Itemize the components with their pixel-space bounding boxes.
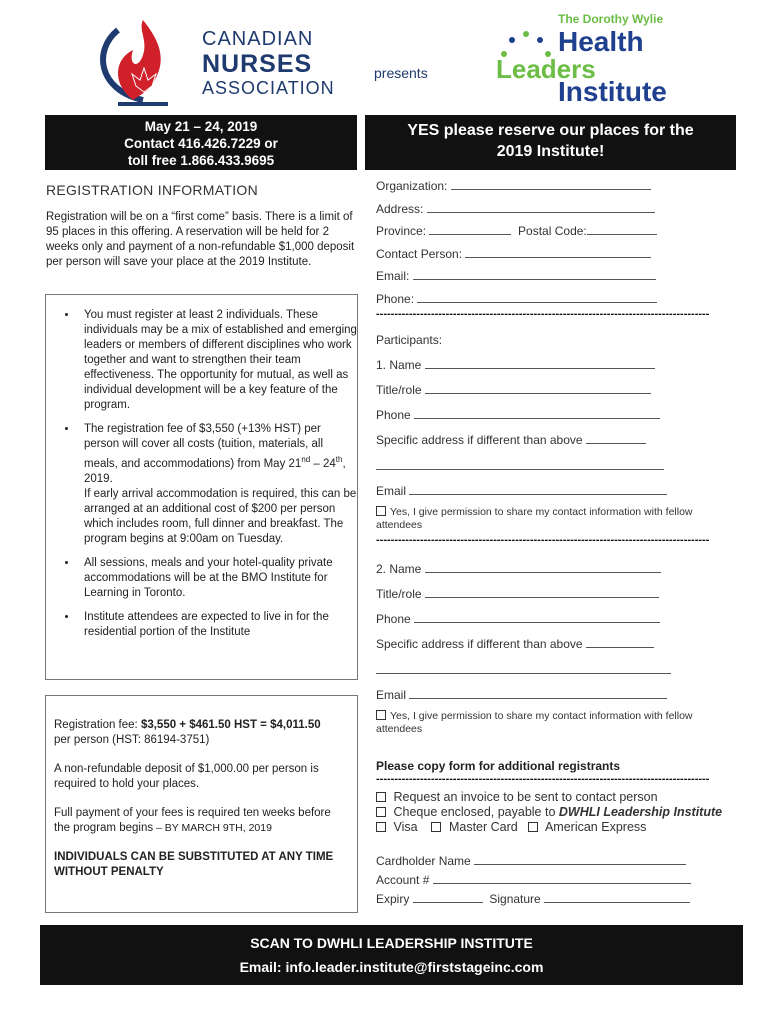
date-line: May 21 – 24, 2019 (144, 119, 258, 134)
reserve-line1: YES please reserve our places for the (407, 122, 694, 139)
fee-suffix: per person (HST: 86194-3751) (54, 734, 210, 746)
dwhli-top: The Dorothy Wylie (558, 12, 664, 26)
fee-amount: $3,550 + $461.50 HST = $4,011.50 (140, 719, 321, 731)
full-payment: Full payment of your fees is required ten weeks before the program begins (54, 807, 331, 834)
p1-title-field[interactable] (376, 383, 651, 397)
sup-nd: nd (301, 455, 311, 464)
phone-field[interactable] (376, 292, 657, 306)
dwhli-institute: Institute (558, 76, 667, 107)
footer-scan-text: SCAN TO DWHLI LEADERSHIP INSTITUTE (250, 935, 533, 951)
province-field[interactable] (376, 224, 657, 238)
dwhli-health: Health (558, 26, 644, 57)
p2-name-label: 2. Name (376, 562, 422, 576)
invoice-checkbox[interactable] (376, 792, 386, 802)
cna-line2: NURSES (202, 50, 313, 78)
cna-flame-icon (88, 10, 188, 110)
contact-phone-line: Contact 416.426.7229 or (124, 136, 278, 151)
divider: ------------------------------------------------------------------------------------------- (376, 308, 710, 320)
address-label: Address: (376, 202, 424, 216)
reserve-line2: 2019 Institute! (496, 143, 605, 160)
card-options (376, 820, 646, 834)
list-item: • Institute attendees are expected to live in for the residential portion of the Institute (78, 610, 357, 640)
cheque-label: Cheque enclosed, payable to (393, 805, 559, 819)
p1-permission-label: Yes, I give permission to share my contact information with fellow attendees (376, 506, 693, 531)
copy-form-note: Please copy form for additional registrants (376, 759, 621, 773)
participants-label: Participants: (376, 333, 443, 347)
deadline: – BY MARCH 9TH, 2019 (153, 822, 272, 834)
cna-logo (88, 10, 338, 110)
cardholder-field[interactable] (376, 854, 686, 868)
dwhli-logo (492, 10, 692, 110)
p2-title-label: Title/role (376, 587, 422, 601)
reserve-box (365, 115, 736, 170)
p2-phone-label: Phone (376, 612, 411, 626)
p2-permission[interactable] (376, 710, 731, 736)
p1-name-label: 1. Name (376, 358, 422, 372)
phone-label: Phone: (376, 292, 415, 306)
p1-phone-label: Phone (376, 408, 411, 422)
province-label: Province: (376, 224, 427, 238)
fee-text-b: – 24 (310, 457, 336, 470)
expiry-field[interactable] (376, 892, 690, 906)
date-box (45, 115, 357, 170)
p2-email-label: Email (376, 688, 407, 702)
p2-permission-label: Yes, I give permission to share my contact information with fellow attendees (376, 710, 693, 735)
visa-label: Visa (393, 820, 418, 834)
email-field[interactable] (376, 269, 656, 283)
address-field[interactable] (376, 202, 655, 216)
amex-checkbox[interactable] (528, 822, 538, 832)
fee-line (54, 718, 349, 748)
cheque-option[interactable] (376, 805, 722, 819)
amex-label: American Express (544, 820, 647, 834)
fee-box (45, 695, 358, 913)
list-item: • All sessions, meals and your hotel-quality private accommodations will be at the BMO Institute for Learning in Toronto. (78, 556, 357, 601)
cardholder-label: Cardholder Name (376, 854, 471, 868)
footer-email[interactable]: Email: info.leader.institute@firststageinc.com (239, 959, 544, 975)
fee-prefix: Registration fee: (54, 719, 141, 731)
presents-label: presents (374, 65, 428, 81)
signature-label: Signature (489, 892, 541, 906)
p2-address-line[interactable] (376, 663, 671, 677)
divider: ------------------------------------------------------------------------------------------- (376, 534, 710, 546)
p1-permission-checkbox[interactable] (376, 506, 386, 516)
visa-checkbox[interactable] (376, 822, 386, 832)
invoice-label: Request an invoice to be sent to contact person (393, 790, 658, 804)
p1-name-field[interactable] (376, 358, 655, 372)
fee-text: The registration fee of $3,550 (+13% HST) per person will cover all costs (tuition, materials, all meals, and accommodations) from May 21 (84, 423, 324, 470)
p2-permission-checkbox[interactable] (376, 710, 386, 720)
registration-intro: Registration will be on a “first come” basis. There is a limit of 95 places in this offering. A reservation will be held for 2 weeks only and payment of a non-refundable $1,000 deposit per person will save your place at the 2019 Institute. (46, 211, 355, 268)
list-item (78, 422, 357, 547)
bullet-list (46, 308, 357, 640)
sup-th: th (335, 455, 343, 464)
p1-phone-field[interactable] (376, 408, 660, 422)
registration-heading: REGISTRATION INFORMATION (46, 182, 259, 198)
p2-specific-label: Specific address if different than above (376, 637, 583, 651)
organization-field[interactable] (376, 179, 651, 193)
p2-phone-field[interactable] (376, 612, 660, 626)
account-label: Account # (376, 873, 430, 887)
contact-person-field[interactable] (376, 247, 651, 261)
email-label: Email: (376, 269, 410, 283)
list-item: • You must register at least 2 individuals. These individuals may be a mix of established and emerging leaders or members of different disciplines who work together and want to strengthen their team effectiveness. The opportunity for mutual, as well as individual development will be a key feature of the program. (78, 308, 357, 413)
mastercard-label: Master Card (448, 820, 518, 834)
expiry-label: Expiry (376, 892, 410, 906)
cheque-checkbox[interactable] (376, 807, 386, 817)
fee-text-c: , 2019. (84, 457, 346, 485)
divider: ------------------------------------------------------------------------------------------- (376, 773, 710, 785)
p1-title-label: Title/role (376, 383, 422, 397)
organization-label: Organization: (376, 179, 448, 193)
p1-address-line[interactable] (376, 459, 664, 473)
p2-email-field[interactable] (376, 688, 667, 702)
mastercard-checkbox[interactable] (431, 822, 441, 832)
full-payment-text (54, 806, 349, 836)
substitute-text: INDIVIDUALS CAN BE SUBSTITUTED AT ANY TIME WITHOUT PENALTY (54, 851, 334, 878)
bullet-box (45, 294, 358, 680)
cna-line1: CANADIAN (202, 28, 314, 50)
cna-line3: ASSOCIATION (202, 78, 335, 98)
p1-specific-label: Specific address if different than above (376, 433, 583, 447)
contact-person-label: Contact Person: (376, 247, 463, 261)
invoice-option[interactable] (376, 790, 658, 804)
p1-specific-field[interactable] (376, 433, 646, 447)
deposit-text: A non-refundable deposit of $1,000.00 per person is required to hold your places. (54, 763, 319, 790)
p2-name-field[interactable] (376, 562, 661, 576)
dwhli-leaders: Leaders (496, 54, 596, 84)
postal-label: Postal Code: (518, 224, 587, 238)
p1-permission[interactable] (376, 506, 731, 532)
p1-email-field[interactable] (376, 484, 667, 498)
tollfree-line: toll free 1.866.433.9695 (127, 153, 275, 168)
cheque-payee: DWHLI Leadership Institute (558, 805, 723, 819)
p1-email-label: Email (376, 484, 407, 498)
account-field[interactable] (376, 873, 691, 887)
footer-bar (40, 925, 743, 985)
early-arrival-text: If early arrival accommodation is required, this can be arranged at an additional cost of $200 per person which includes room, full dinner and breakfast. The program begins at 9:00am on Tuesday. (84, 487, 357, 545)
p2-title-field[interactable] (376, 587, 659, 601)
p2-specific-field[interactable] (376, 637, 654, 651)
